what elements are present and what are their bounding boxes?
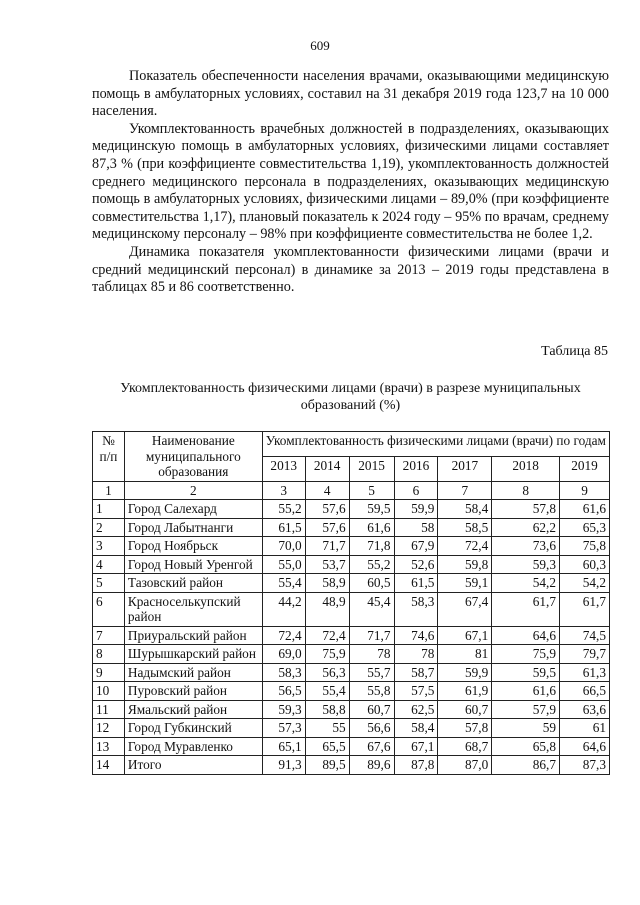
row-number: 7 [93,626,125,645]
value-cell: 60,7 [438,700,492,719]
value-cell: 67,1 [394,737,438,756]
header-year: 2016 [394,456,438,481]
value-cell: 65,3 [560,518,610,537]
index-cell: 7 [438,481,492,500]
table-row [93,719,610,738]
value-cell: 58,3 [262,663,305,682]
table-row [93,574,610,593]
value-cell: 72,4 [305,626,349,645]
header-group: Укомплектованность физическими лицами (врачи) по годам [262,432,609,457]
value-cell: 71,7 [349,626,394,645]
value-cell: 62,5 [394,700,438,719]
value-cell: 57,3 [262,719,305,738]
value-cell: 55,0 [262,555,305,574]
value-cell: 74,5 [560,626,610,645]
table-row [93,737,610,756]
value-cell: 69,0 [262,645,305,664]
value-cell: 61,6 [349,518,394,537]
value-cell: 55,8 [349,682,394,701]
value-cell: 70,0 [262,537,305,556]
value-cell: 52,6 [394,555,438,574]
table-row [93,592,610,626]
value-cell: 61 [560,719,610,738]
value-cell: 63,6 [560,700,610,719]
paragraph: Укомплектованность врачебных должностей в подразделениях, оказывающих медицинскую помощь в амбулаторных условиях, физическими лицами составляет 87,3 % (при коэффициенте совместительства 1,19), укомплектованность должностей среднего медицинского персонала в подразделениях, оказывающих медицинскую помощь в амбулаторных условиях, физическими лицами – 89,0% (при коэффициенте совместительства 1,17), плановый показатель к 2024 году – 95% по врачам, среднему медицинскому персоналу – 98% при коэффициенте совместительства не более 1,2. [92,120,609,243]
value-cell: 61,7 [492,592,560,626]
value-cell: 56,3 [305,663,349,682]
value-cell: 54,2 [560,574,610,593]
value-cell: 66,5 [560,682,610,701]
municipality-name: Шурышкарский район [124,645,262,664]
value-cell: 55 [305,719,349,738]
value-cell: 55,2 [349,555,394,574]
table-index-row [93,481,610,500]
value-cell: 48,9 [305,592,349,626]
value-cell: 58,4 [438,500,492,519]
value-cell: 59,3 [262,700,305,719]
value-cell: 45,4 [349,592,394,626]
index-cell: 6 [394,481,438,500]
value-cell: 91,3 [262,756,305,775]
row-number: 14 [93,756,125,775]
header-year: 2018 [492,456,560,481]
value-cell: 58,5 [438,518,492,537]
table-row [93,537,610,556]
value-cell: 56,6 [349,719,394,738]
row-number: 12 [93,719,125,738]
value-cell: 73,6 [492,537,560,556]
value-cell: 87,0 [438,756,492,775]
value-cell: 59,9 [438,663,492,682]
row-number: 13 [93,737,125,756]
value-cell: 72,4 [438,537,492,556]
value-cell: 59,1 [438,574,492,593]
municipality-name: Итого [124,756,262,775]
value-cell: 87,3 [560,756,610,775]
index-cell: 5 [349,481,394,500]
header-year: 2013 [262,456,305,481]
value-cell: 67,1 [438,626,492,645]
municipality-name: Пуровский район [124,682,262,701]
row-number: 5 [93,574,125,593]
table-row [93,663,610,682]
value-cell: 60,5 [349,574,394,593]
value-cell: 87,8 [394,756,438,775]
table-title: Укомплектованность физическими лицами (врачи) в разрезе муниципальных образований (%) [120,381,581,413]
value-cell: 57,9 [492,700,560,719]
value-cell: 61,3 [560,663,610,682]
header-year: 2015 [349,456,394,481]
data-table [92,431,610,775]
value-cell: 61,7 [560,592,610,626]
value-cell: 61,5 [262,518,305,537]
table-row [93,626,610,645]
index-cell: 4 [305,481,349,500]
value-cell: 54,2 [492,574,560,593]
value-cell: 53,7 [305,555,349,574]
value-cell: 72,4 [262,626,305,645]
value-cell: 58,9 [305,574,349,593]
row-number: 6 [93,592,125,626]
row-number: 9 [93,663,125,682]
index-cell: 1 [93,481,125,500]
value-cell: 59,8 [438,555,492,574]
value-cell: 89,5 [305,756,349,775]
value-cell: 57,8 [492,500,560,519]
value-cell: 55,2 [262,500,305,519]
index-cell: 8 [492,481,560,500]
value-cell: 57,8 [438,719,492,738]
value-cell: 61,9 [438,682,492,701]
table-row [93,518,610,537]
value-cell: 55,7 [349,663,394,682]
municipality-name: Город Салехард [124,500,262,519]
value-cell: 57,6 [305,500,349,519]
value-cell: 59 [492,719,560,738]
value-cell: 58,3 [394,592,438,626]
value-cell: 78 [394,645,438,664]
value-cell: 59,5 [492,663,560,682]
value-cell: 75,8 [560,537,610,556]
value-cell: 64,6 [492,626,560,645]
table-header-row [93,432,610,457]
value-cell: 75,9 [492,645,560,664]
header-year: 2017 [438,456,492,481]
paragraph: Динамика показателя укомплектованности физическими лицами (врачи и средний медицинский персонал) в динамике за 2013 – 2019 годы представлена в таблицах 85 и 86 соответственно. [92,243,609,296]
municipality-name: Город Ноябрьск [124,537,262,556]
row-number: 3 [93,537,125,556]
value-cell: 55,4 [305,682,349,701]
header-name: Наименование муниципального образования [124,432,262,482]
value-cell: 58,8 [305,700,349,719]
value-cell: 71,7 [305,537,349,556]
value-cell: 57,5 [394,682,438,701]
index-cell: 9 [560,481,610,500]
value-cell: 65,8 [492,737,560,756]
value-cell: 81 [438,645,492,664]
value-cell: 71,8 [349,537,394,556]
header-num: № п/п [93,432,125,482]
value-cell: 67,6 [349,737,394,756]
value-cell: 57,6 [305,518,349,537]
page-number: 609 [310,38,330,53]
value-cell: 58,4 [394,719,438,738]
value-cell: 60,7 [349,700,394,719]
value-cell: 74,6 [394,626,438,645]
value-cell: 62,2 [492,518,560,537]
value-cell: 86,7 [492,756,560,775]
value-cell: 79,7 [560,645,610,664]
row-number: 2 [93,518,125,537]
value-cell: 58 [394,518,438,537]
index-cell: 2 [124,481,262,500]
municipality-name: Город Муравленко [124,737,262,756]
row-number: 4 [93,555,125,574]
row-number: 11 [93,700,125,719]
table-row [93,700,610,719]
value-cell: 44,2 [262,592,305,626]
value-cell: 67,4 [438,592,492,626]
index-cell: 3 [262,481,305,500]
value-cell: 89,6 [349,756,394,775]
municipality-name: Приуральский район [124,626,262,645]
value-cell: 61,5 [394,574,438,593]
table-label: Таблица 85 [541,344,608,359]
row-number: 1 [93,500,125,519]
value-cell: 78 [349,645,394,664]
value-cell: 65,5 [305,737,349,756]
table-row [93,555,610,574]
value-cell: 65,1 [262,737,305,756]
value-cell: 59,5 [349,500,394,519]
value-cell: 61,6 [492,682,560,701]
value-cell: 60,3 [560,555,610,574]
value-cell: 56,5 [262,682,305,701]
table-row [93,682,610,701]
value-cell: 58,7 [394,663,438,682]
municipality-name: Тазовский район [124,574,262,593]
header-year: 2019 [560,456,610,481]
municipality-name: Город Лабытнанги [124,518,262,537]
value-cell: 68,7 [438,737,492,756]
value-cell: 64,6 [560,737,610,756]
value-cell: 67,9 [394,537,438,556]
body-text [92,68,609,297]
table-row [93,645,610,664]
municipality-name: Город Губкинский [124,719,262,738]
value-cell: 75,9 [305,645,349,664]
row-number: 10 [93,682,125,701]
header-year: 2014 [305,456,349,481]
municipality-name: Надымский район [124,663,262,682]
municipality-name: Город Новый Уренгой [124,555,262,574]
table-row [93,500,610,519]
value-cell: 59,9 [394,500,438,519]
value-cell: 59,3 [492,555,560,574]
municipality-name: Ямальский район [124,700,262,719]
table-row [93,756,610,775]
paragraph: Показатель обеспеченности населения врачами, оказывающими медицинскую помощь в амбулаторных условиях, составил на 31 декабря 2019 года 123,7 на 10 000 населения. [92,68,609,120]
value-cell: 61,6 [560,500,610,519]
value-cell: 55,4 [262,574,305,593]
municipality-name: Красноселькупский район [124,592,262,626]
row-number: 8 [93,645,125,664]
